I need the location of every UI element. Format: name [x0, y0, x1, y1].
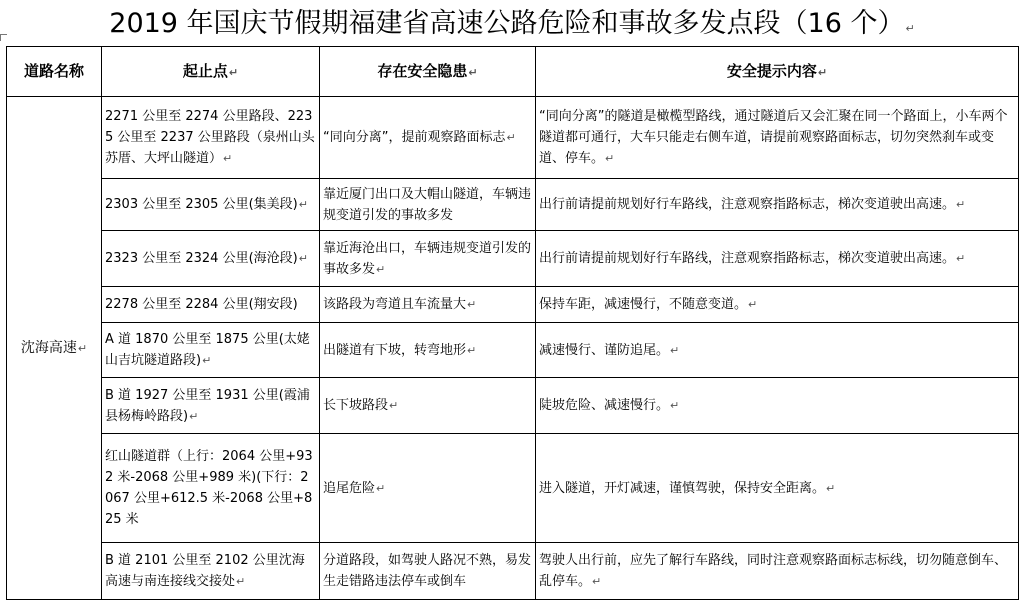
- page-title: [0, 4, 1024, 44]
- table-row: [7, 231, 1019, 287]
- hazard-table: [6, 46, 1019, 600]
- tip-cell: 减速慢行、谨防追尾。↵: [536, 323, 1019, 378]
- tip-cell: 保持车距，减速慢行，不随意变道。↵: [536, 287, 1019, 323]
- hazard-cell: 靠近厦门出口及大帽山隧道，车辆违规变道引发的事故多发: [320, 179, 536, 231]
- table-row: [7, 179, 1019, 231]
- hazard-cell: 出隧道有下坡，转弯地形↵: [320, 323, 536, 378]
- tip-cell: 驾驶人出行前，应先了解行车路线，同时注意观察路面标志标线，切勿随意倒车、乱停车。↵: [536, 543, 1019, 600]
- range-cell: 2278 公里至 2284 公里(翔安段): [102, 287, 320, 323]
- tip-cell: 进入隧道，开灯减速，谨慎驾驶，保持安全距离。↵: [536, 434, 1019, 543]
- range-cell: 红山隧道群（上行：2064 公里+932 米-2068 公里+989 米)(下行：2067 公里+612.5 米-2068 公里+825 米: [102, 434, 320, 543]
- table-row: [7, 543, 1019, 600]
- range-cell: B 道 2101 公里至 2102 公里沈海高速与南连接线交接处↵: [102, 543, 320, 600]
- range-cell: 2271 公里至 2274 公里路段、2235 公里至 2237 公里路段（泉州山头苏厝、大坪山隧道）↵: [102, 97, 320, 179]
- range-cell: 2303 公里至 2305 公里(集美段)↵: [102, 179, 320, 231]
- header-hazard: 存在安全隐患↵: [320, 47, 536, 97]
- tip-cell: 出行前请提前规划好行车路线，注意观察指路标志，梯次变道驶出高速。↵: [536, 179, 1019, 231]
- table-anchor-icon: [0, 34, 7, 41]
- hazard-cell: 长下坡路段↵: [320, 378, 536, 434]
- road-name-cell: 沈海高速↵: [7, 97, 102, 600]
- table-header-row: [7, 47, 1019, 97]
- hazard-cell: “同向分离”，提前观察路面标志↵: [320, 97, 536, 179]
- table-row: [7, 97, 1019, 179]
- tip-cell: 陡坡危险、减速慢行。↵: [536, 378, 1019, 434]
- hazard-cell: 分道路段，如驾驶人路况不熟，易发生走错路违法停车或倒车: [320, 543, 536, 600]
- range-cell: A 道 1870 公里至 1875 公里(太姥山吉坑隧道路段)↵: [102, 323, 320, 378]
- tip-cell: “同向分离”的隧道是橄榄型路线，通过隧道后又会汇聚在同一个路面上，小车两个隧道都可通行，大车只能走右侧车道，请提前观察路面标志，切勿突然刹车或变道、停车。↵: [536, 97, 1019, 179]
- hazard-cell: 靠近海沧出口，车辆违规变道引发的事故多发↵: [320, 231, 536, 287]
- table-row: [7, 323, 1019, 378]
- table-row: [7, 434, 1019, 543]
- header-tip: 安全提示内容↵: [536, 47, 1019, 97]
- tip-cell: 出行前请提前规划好行车路线，注意观察指路标志，梯次变道驶出高速。↵: [536, 231, 1019, 287]
- paragraph-mark-icon: ↵: [905, 22, 915, 35]
- range-cell: B 道 1927 公里至 1931 公里(霞浦县杨梅岭路段)↵: [102, 378, 320, 434]
- range-cell: 2323 公里至 2324 公里(海沧段)↵: [102, 231, 320, 287]
- hazard-cell: 追尾危险↵: [320, 434, 536, 543]
- header-range: 起止点↵: [102, 47, 320, 97]
- table-row: [7, 378, 1019, 434]
- table-row: [7, 287, 1019, 323]
- hazard-cell: 该路段为弯道且车流量大↵: [320, 287, 536, 323]
- title-text: 2019 年国庆节假期福建省高速公路危险和事故多发点段（16 个）: [109, 8, 905, 39]
- header-road: 道路名称: [7, 47, 102, 97]
